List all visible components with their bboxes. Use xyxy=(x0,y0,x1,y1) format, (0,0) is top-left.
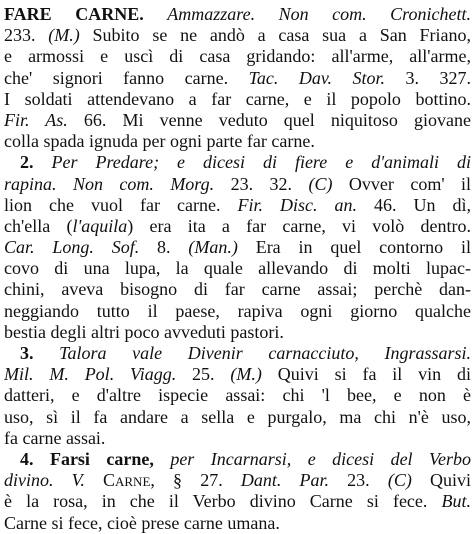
text-line xyxy=(4,279,471,300)
text-run: chini, aveva bisogno di far carne assai; perchè dan- xyxy=(4,279,471,300)
text-run: 8. xyxy=(139,237,189,258)
text-run: ) era ita a far carne, vi volò dentro. xyxy=(127,215,471,236)
text-run: neggiando tutto il paese, rapiva ogni giorno qualche xyxy=(4,300,471,321)
text-run: Ovver com' il xyxy=(332,173,471,194)
text-run: Ammazzare. Non com. Cronichett. xyxy=(167,4,471,24)
text-run: covo di una lupa, la quale allevando di molti lupac- xyxy=(4,258,471,279)
text-run: uso, sì il fa andare a sella e purgalo, ma chi n'è uso, xyxy=(4,406,471,427)
text-run: rapina. Non com. Morg. xyxy=(4,173,215,194)
text-run: But. xyxy=(441,491,471,512)
text-run: (Man.) xyxy=(188,237,238,258)
text-run: Carne xyxy=(102,470,151,491)
text-line xyxy=(4,25,471,46)
sense-3-heading-line xyxy=(4,343,471,364)
text-run: Subito se ne andò a casa sua a San Friano, xyxy=(79,25,471,46)
text-line xyxy=(4,513,471,534)
text-run: divino. V. xyxy=(4,470,103,491)
text-run: è la rosa, in che il Verbo divino Carne si fece. xyxy=(4,491,442,512)
text-run: l'aquila xyxy=(72,215,128,236)
text-run: FARE CARNE. xyxy=(4,4,168,24)
text-run: 3. 327. xyxy=(385,67,471,88)
text-run: 233. xyxy=(4,25,49,46)
text-run: Mil. M. Pol. Viagg. xyxy=(4,364,177,385)
text-line xyxy=(4,258,471,279)
text-run: 4. Farsi carne, xyxy=(20,448,171,469)
text-run: Tac. Dav. Stor. xyxy=(248,67,386,88)
text-line xyxy=(4,89,471,110)
text-line xyxy=(4,131,471,152)
text-run: (C) xyxy=(387,470,412,491)
text-run: , § 27. xyxy=(150,470,241,491)
text-run: bestia degli altri poco avveduti pastori. xyxy=(4,321,284,342)
text-run: I soldati attendevano a far carne, e il popolo bottino. xyxy=(4,88,471,109)
text-run: (M.) xyxy=(230,364,262,385)
text-run: colla spada ignuda per ogni parte far carne. xyxy=(4,131,315,152)
text-line xyxy=(4,216,471,237)
text-line xyxy=(4,46,471,67)
text-run: che' signori fanno carne. xyxy=(4,67,249,88)
text-line xyxy=(4,322,471,343)
text-line xyxy=(4,174,471,195)
text-run: (C) xyxy=(308,173,333,194)
text-line xyxy=(4,428,471,449)
text-run: Dant. Par. xyxy=(240,470,330,491)
text-line xyxy=(4,407,471,428)
text-run: Quivi si fa il vin di xyxy=(261,364,471,385)
text-run: per Incarnarsi, e dicesi del Verbo xyxy=(170,448,471,469)
text-run: Era in quel contorno il xyxy=(237,237,471,258)
text-line xyxy=(4,237,471,258)
text-run: lion che vuol far carne. xyxy=(4,194,238,215)
text-run: Car. Long. Sof. xyxy=(4,237,140,258)
text-run: Talora vale Divenir carnacciuto, Ingrassarsi. xyxy=(59,343,471,363)
text-run: 66. Mi venne veduto quel niquitoso giovane xyxy=(67,109,471,130)
text-line xyxy=(4,195,471,216)
text-run: 23. xyxy=(329,470,388,491)
text-line xyxy=(4,385,471,406)
text-run: 2. xyxy=(20,152,52,173)
entry-heading-line xyxy=(4,4,471,25)
text-line xyxy=(4,470,471,491)
text-run: 25. xyxy=(176,364,231,385)
text-line xyxy=(4,301,471,322)
text-run: (M.) xyxy=(48,25,80,46)
text-line xyxy=(4,68,471,89)
text-run: Quivi xyxy=(411,470,471,491)
text-run: 46. Un dì, xyxy=(356,194,471,215)
text-run: datteri, e d'altre ispecie assai: chi 'l bee, e non è xyxy=(4,385,471,406)
text-run: Per Predare; e dicesi di fiere e d'animali di xyxy=(51,152,471,173)
text-line xyxy=(4,110,471,131)
text-run: Fir. As. xyxy=(4,109,68,130)
text-run: 3. xyxy=(20,343,60,363)
text-line xyxy=(4,364,471,385)
text-line xyxy=(4,491,471,512)
text-run: e armossi e uscì di casa gridando: all'arme, all'arme, xyxy=(4,46,471,67)
text-run: fa carne assai. xyxy=(4,427,106,448)
sense-4-heading-line xyxy=(4,449,471,470)
text-run: Carne si fece, cioè prese carne umana. xyxy=(4,512,280,533)
text-run: ch'ella ( xyxy=(4,215,73,236)
text-run: 23. 32. xyxy=(214,173,309,194)
sense-2-heading-line xyxy=(4,152,471,173)
dictionary-entry-page xyxy=(4,4,471,534)
text-run: Fir. Disc. an. xyxy=(237,194,357,215)
